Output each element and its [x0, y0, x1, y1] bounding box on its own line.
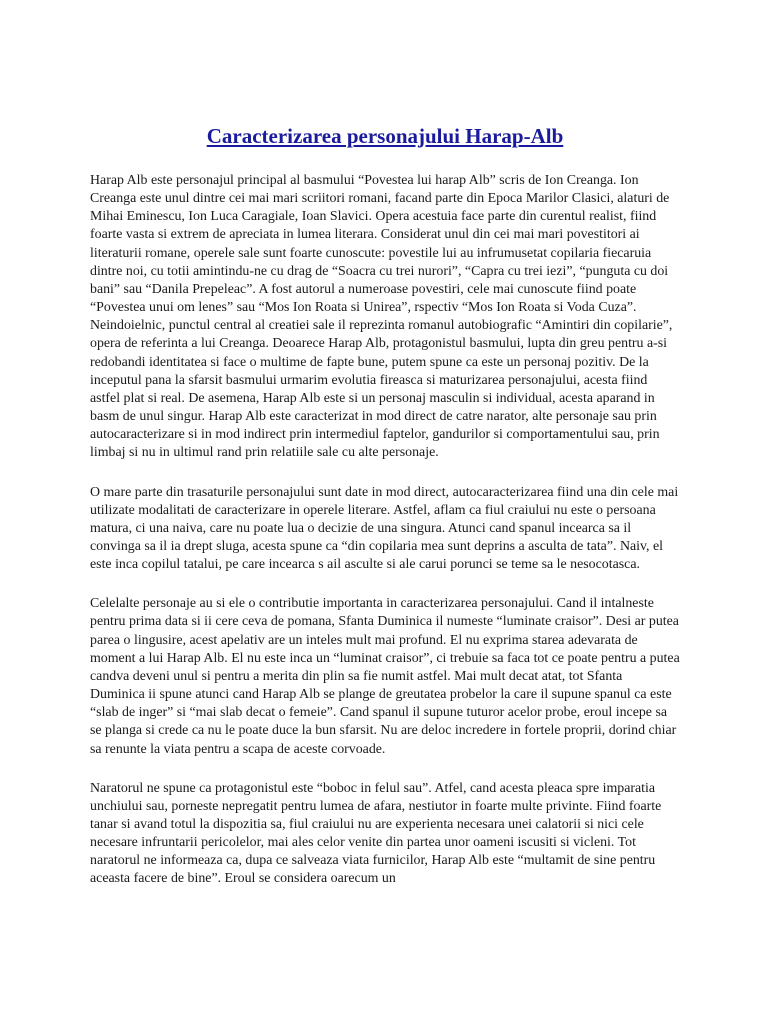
paragraph-2: O mare parte din trasaturile personajului sunt date in mod direct, autocaracterizarea fiind una din cele mai utilizate modalitati de caracterizare in operele literare. Astfel, aflam ca fiul craiului nu este o persoana matura, ci una naiva, care nu poate lua o decizie de una singura. Atunci cand spanul incearca sa il convinga sa il ia drept sluga, acesta spune ca “din copilaria mea sunt deprins a asculta de tata”. Naiv, el este inca copilul tatalui, pe care incearca s ail asculte si ale carui porunci se teme sa le nesocotasca.: [90, 484, 679, 573]
document-title: [90, 122, 680, 150]
paragraph-1: Harap Alb este personajul principal al basmului “Povestea lui harap Alb” scris de Ion Creanga. Ion Creanga este unul dintre cei mai mari scriitori romani, facand parte din Epoca Marilor Clasici, alaturi de Mihai Eminescu, Ion Luca Caragiale, Ioan Slavici. Opera acestuia face parte din curentul realist, fiind foarte vasta si extrem de apreciata in lumea literara. Considerat unul din cei mai mari povestitori ai literaturii romane, operele sale sunt foarte cunoscute: povestile lui au infrumusetat copilaria fiecaruia dintre noi, cu totii amintindu-ne cu drag de “Soacra cu trei nurori”, “Capra cu trei iezi”, “punguta cu doi bani” sau “Danila Prepeleac”. A fost autorul a numeroase povestiri, cele mai cunoscute fiind poate “Povestea unui om lenes” sau “Mos Ion Roata si Unirea”, rspectiv “Mos Ion Roata si Voda Cuza”. Neindoielnic, punctul central al creatiei sale il reprezinta romanul autobiografic “Amintiri din copilarie”, opera de referinta a lui Creanga. Deoarece Harap Alb, protagonistul basmului, lupta din greu pentru a-si redobandi identitatea si face o multime de fapte bune, putem spune ca este un personaj pozitiv. De la inceputul pana la sfarsit basmului urmarim evolutia fireasca si maturizarea personajului, acesta fiind astfel plat si real. De asemena, Harap Alb este si un personaj masculin si individual, acesta aparand in basm de unul singur. Harap Alb este caracterizat in mod direct de catre narator, alte personaje sau prin autocaracterizare si in mod indirect prin intermediul faptelor, gandurilor si comportamentului sau, prin limbaj si nu in ultimul rand prin relatiile sale cu alte personaje.: [90, 173, 673, 461]
paragraph-4: Naratorul ne spune ca protagonistul este “boboc in felul sau”. Atfel, cand acesta pleaca spre imparatia unchiului sau, porneste nepregatit pentru lumea de afara, nestiutor in foarte multe privinte. Fiind foarte tanar si avand totul la dispozitia sa, fiul craiului nu are experienta necesara unei calatorii si nici cele necesare infruntarii pericolelor, mai ales celor venite din partea unor oameni iscusiti si vicleni. Tot naratorul ne informeaza ca, dupa ce salveaza viata furnicilor, Harap Alb este “multamit de sine pentru aceasta facere de bine”. Eroul se considera oarecum un: [90, 780, 662, 887]
paragraph-3: Celelalte personaje au si ele o contributie importanta in caracterizarea personajului. Cand il intalneste pentru prima data si ii cere ceva de pomana, Sfanta Duminica il numeste “luminate craisor”. Desi ar putea parea o lingusire, acest apelativ are un inteles mult mai profund. El nu exprima starea adevarata de moment a lui Harap Alb. El nu este inca un “luminat craisor”, ci trebuie sa faca tot ce poate pentru a putea candva deveni unul si pentru a merita din plin sa fie numit astfel. Mai mult decat atat, tot Sfanta Duminica ii spune atunci cand Harap Alb se plange de greutatea probelor la care il supune spanul ca este “slab de inger” si “mai slab decat o femeie”. Cand spanul il supune tuturor acelor probe, eroul incepe sa se planga si crede ca nu le poate duce la bun sfarsit. Nu are deloc incredere in fortele proprii, dorind chiar sa renunte la viata pentru a scapa de aceste corvoade.: [90, 596, 680, 757]
document-page: [90, 122, 680, 910]
title-link[interactable]: Caracterizarea personajului Harap-Alb: [206, 124, 564, 148]
